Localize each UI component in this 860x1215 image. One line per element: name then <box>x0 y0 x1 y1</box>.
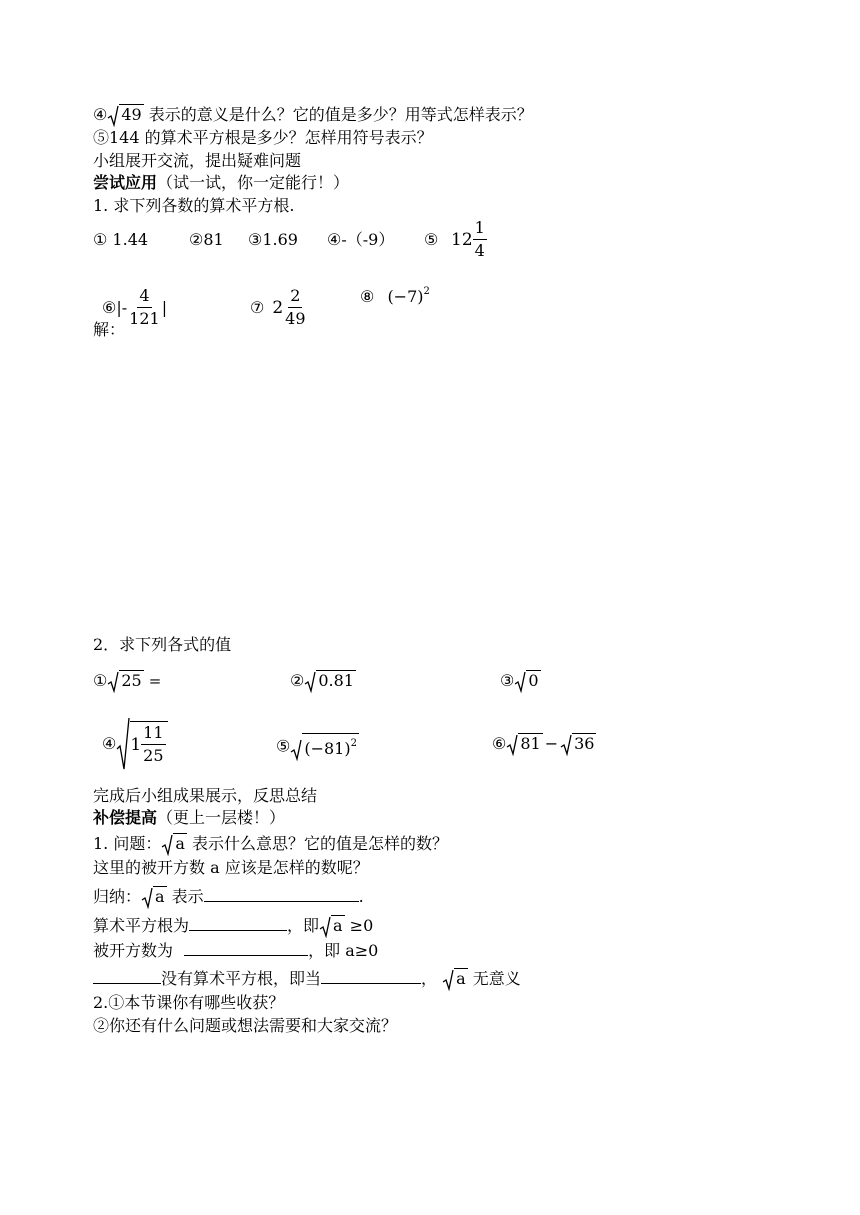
item8-expression: (−7) <box>387 287 424 306</box>
item7-label: ⑦ <box>250 297 265 317</box>
r3-text: 没有算术平方根，即当 <box>161 968 322 988</box>
item5-denominator: 4 <box>474 241 485 260</box>
sqrt-0-81 <box>304 670 356 693</box>
problem-1-followup: 这里的被开方数 a 应该是怎样的数呢？ <box>93 858 369 877</box>
radical-sign-icon <box>304 671 316 693</box>
r3-suffix: 无意义 <box>472 968 521 988</box>
try-apply-heading <box>93 173 349 193</box>
expr4-denominator: 25 <box>143 746 164 765</box>
expr4-whole: 1 <box>130 734 142 755</box>
item-1: ① 1.44 <box>93 230 149 249</box>
expr-5 <box>276 733 359 761</box>
expr4-numerator: 11 <box>141 722 165 745</box>
sqrt-0 <box>514 670 540 693</box>
item6-prefix: ⑥|- <box>102 297 128 317</box>
exercise-2-title: 2．求下列各式的值 <box>93 635 232 654</box>
item6-denominator: 121 <box>129 309 160 328</box>
fill-blank[interactable] <box>93 969 161 984</box>
q4-text: 表示的意义是什么？它的值是多少？用等式怎样表示？ <box>148 104 533 124</box>
expr2-label: ② <box>290 670 305 690</box>
radical-sign-icon <box>290 739 302 761</box>
induction-line <box>93 886 364 909</box>
item-2: ②81 <box>189 230 224 249</box>
radicand-line <box>93 941 378 961</box>
expr-3 <box>500 670 541 693</box>
radical-sign-icon <box>141 887 153 909</box>
expr1-label: ① <box>93 670 108 690</box>
sqrt-49 <box>107 104 143 127</box>
r1-middle: ，即 <box>287 915 320 935</box>
sqrt-a <box>141 886 167 909</box>
expr-4 <box>102 717 168 771</box>
expr5-label: ⑤ <box>276 736 291 756</box>
radical-sign-icon <box>506 734 518 756</box>
radical-sign-icon <box>319 916 331 938</box>
expr5-base: (−81) <box>304 739 351 758</box>
r3-comma: ， <box>421 968 438 988</box>
radical-sign-icon <box>107 105 119 127</box>
radicand: 25 <box>121 671 142 690</box>
item-4: ④-（-9） <box>327 230 395 249</box>
item-5-mixed-number <box>451 217 487 262</box>
item7-fraction <box>283 285 307 330</box>
item5-fraction <box>473 217 487 262</box>
radicand: 81 <box>520 734 541 753</box>
induction-label: 归纳： <box>93 886 142 906</box>
expr4-fraction <box>141 722 165 767</box>
item5-numerator: 1 <box>473 217 487 240</box>
radicand: a <box>333 916 343 935</box>
fill-blank[interactable] <box>189 916 287 931</box>
expr4-radicand <box>130 721 167 767</box>
item8-exponent: 2 <box>423 286 430 297</box>
item6-suffix: | <box>161 297 168 317</box>
item-8 <box>360 282 430 307</box>
expr6-label: ⑥ <box>492 733 507 753</box>
item8-label: ⑧ <box>360 287 375 306</box>
compensate-note: （更上一层楼！） <box>157 808 286 827</box>
sqrt-25 <box>107 670 143 693</box>
fill-blank[interactable] <box>184 941 308 956</box>
solution-label: 解： <box>93 320 126 339</box>
item7-whole: 2 <box>272 297 284 318</box>
r2-suffix: ，即 a≥0 <box>308 941 379 960</box>
item-3: ③1.69 <box>248 230 298 249</box>
group-discussion-line: 小组展开交流，提出疑难问题 <box>93 151 302 170</box>
radicand <box>302 733 359 759</box>
item6-numerator: 4 <box>137 285 151 308</box>
try-apply-note: （试一试，你一定能行！） <box>157 173 350 192</box>
compensate-title: 补偿提高 <box>93 808 158 827</box>
p1-prefix: 1. 问题： <box>93 833 162 853</box>
no-root-line <box>93 968 521 991</box>
induction-text: 表示 <box>171 886 204 906</box>
item-5-label: ⑤ <box>424 230 439 249</box>
sqrt-a <box>442 968 468 991</box>
radical-sign-icon <box>442 969 454 991</box>
induction-period: . <box>358 886 364 906</box>
minus-sign: − <box>544 733 559 753</box>
radical-sign-icon <box>560 734 572 756</box>
expr-2 <box>290 670 356 693</box>
sqrt-81 <box>506 733 542 756</box>
radicand: a <box>175 834 185 853</box>
item6-fraction <box>127 285 162 330</box>
p1-text: 表示什么意思？它的值是怎样的数？ <box>192 833 449 853</box>
radicand: a <box>456 969 466 988</box>
fill-blank[interactable] <box>321 969 421 984</box>
sqrt-neg81-squared <box>290 733 359 761</box>
q4-label: ④ <box>93 104 108 124</box>
radicand: 49 <box>121 105 142 124</box>
expr1-equals: = <box>148 671 162 690</box>
sqrt-a <box>319 915 345 938</box>
question-5-line: ⑤144 的算术平方根是多少？怎样用符号表示？ <box>93 128 433 147</box>
reflection-2: ②你还有什么问题或想法需要和大家交流？ <box>93 1016 398 1035</box>
item7-denominator: 49 <box>285 309 306 328</box>
r1-prefix: 算术平方根为 <box>93 915 190 935</box>
problem-1-line <box>93 833 448 856</box>
radicand: 0.81 <box>318 671 354 690</box>
summary-line: 完成后小组成果展示，反思总结 <box>93 786 318 805</box>
expr5-exponent: 2 <box>350 738 357 749</box>
radical-sign-icon <box>514 671 526 693</box>
item-7 <box>250 285 308 330</box>
question-4-line <box>93 104 533 127</box>
item5-whole: 12 <box>451 229 473 250</box>
sqrt-a <box>161 833 187 856</box>
exercise-1-title: 1. 求下列各数的算术平方根. <box>93 196 295 215</box>
compensate-heading <box>93 808 285 828</box>
expr3-label: ③ <box>500 670 515 690</box>
radical-sign-icon <box>107 671 119 693</box>
radicand: 36 <box>574 734 595 753</box>
arith-root-line <box>93 915 373 938</box>
radical-sign-icon <box>161 834 173 856</box>
radicand: 0 <box>528 671 539 690</box>
try-apply-title: 尝试应用 <box>93 173 158 192</box>
expr-6 <box>492 733 596 756</box>
radical-sign-icon <box>116 717 130 771</box>
sqrt-36 <box>560 733 596 756</box>
r2-prefix: 被开方数为 <box>93 941 174 960</box>
expr4-label: ④ <box>102 734 117 753</box>
reflection-1: 2.①本节课你有哪些收获？ <box>93 993 285 1012</box>
expr-1 <box>93 670 161 693</box>
item7-numerator: 2 <box>288 285 302 308</box>
fill-blank[interactable] <box>204 887 359 902</box>
r1-suffix: ≥0 <box>349 915 374 935</box>
radicand: a <box>155 887 165 906</box>
